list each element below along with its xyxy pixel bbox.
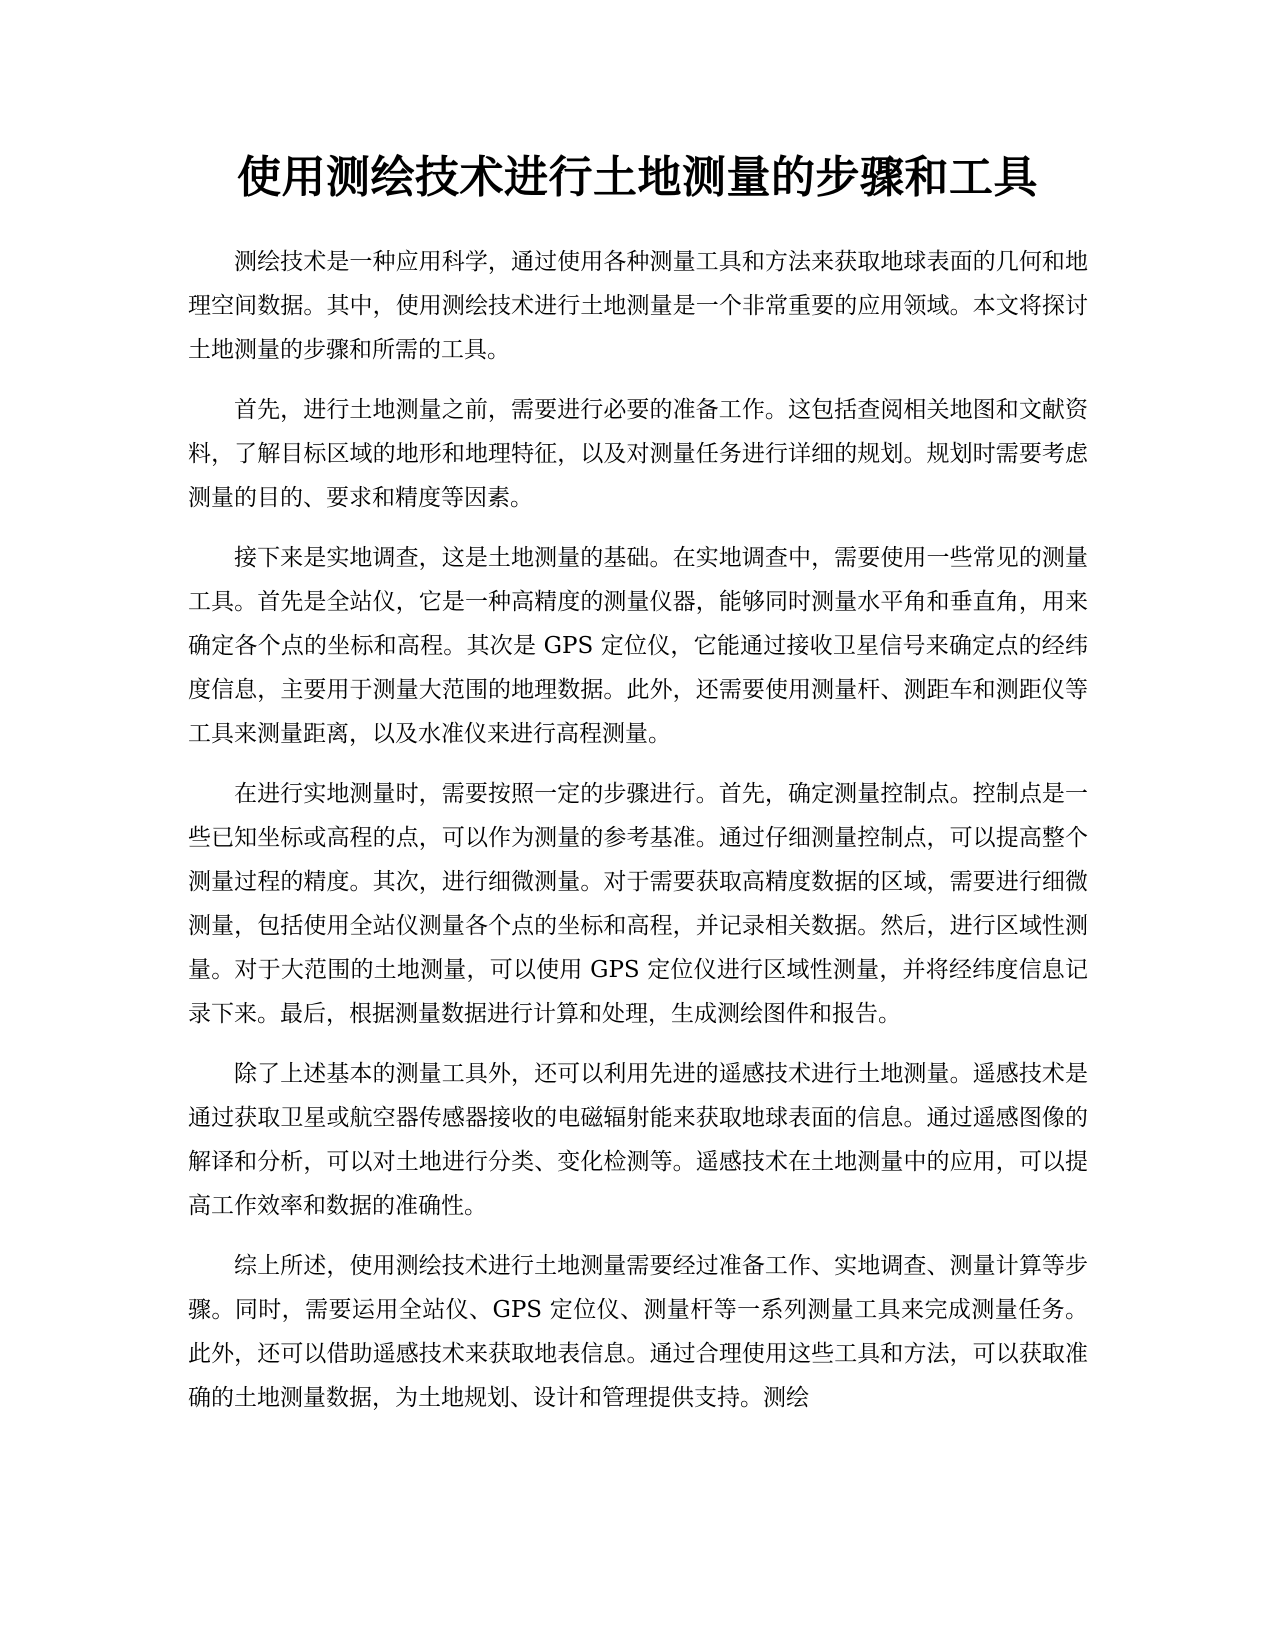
document-title: 使用测绘技术进行土地测量的步骤和工具 [237, 152, 1038, 203]
paragraph-preparation: 首先，进行土地测量之前，需要进行必要的准备工作。这包括查阅相关地图和文献资料，了解目标区域的地形和地理特征，以及对测量任务进行详细的规划。规划时需要考虑测量的目的、要求和精度等因素。 [188, 397, 1088, 511]
paragraph-summary: 综上所述，使用测绘技术进行土地测量需要经过准备工作、实地调查、测量计算等步骤。同时，需要运用全站仪、GPS 定位仪、测量杆等一系列测量工具来完成测量任务。此外，还可以借助遥感技术来获取地表信息。通过合理使用这些工具和方法，可以获取准确的土地测量数据，为土地规划、设计和管理提供支持。测绘 [188, 1253, 1088, 1411]
paragraph-survey-steps: 在进行实地测量时，需要按照一定的步骤进行。首先，确定测量控制点。控制点是一些已知坐标或高程的点，可以作为测量的参考基准。通过仔细测量控制点，可以提高整个测量过程的精度。其次，进行细微测量。对于需要获取高精度数据的区域，需要进行细微测量，包括使用全站仪测量各个点的坐标和高程，并记录相关数据。然后，进行区域性测量。对于大范围的土地测量，可以使用 GPS 定位仪进行区域性测量，并将经纬度信息记录下来。最后，根据测量数据进行计算和处理，生成测绘图件和报告。 [188, 781, 1088, 1027]
document-body [188, 240, 1088, 1436]
paragraph-remote-sensing: 除了上述基本的测量工具外，还可以利用先进的遥感技术进行土地测量。遥感技术是通过获取卫星或航空器传感器接收的电磁辐射能来获取地球表面的信息。通过遥感图像的解译和分析，可以对土地进行分类、变化检测等。遥感技术在土地测量中的应用，可以提高工作效率和数据的准确性。 [188, 1061, 1088, 1219]
paragraph-intro: 测绘技术是一种应用科学，通过使用各种测量工具和方法来获取地球表面的几何和地理空间数据。其中，使用测绘技术进行土地测量是一个非常重要的应用领域。本文将探讨土地测量的步骤和所需的工具。 [188, 249, 1088, 363]
paragraph-field-survey: 接下来是实地调查，这是土地测量的基础。在实地调查中，需要使用一些常见的测量工具。首先是全站仪，它是一种高精度的测量仪器，能够同时测量水平角和垂直角，用来确定各个点的坐标和高程。其次是 GPS 定位仪，它能通过接收卫星信号来确定点的经纬度信息，主要用于测量大范围的地理数据。此外，还需要使用测量杆、测距车和测距仪等工具来测量距离，以及水准仪来进行高程测量。 [188, 545, 1088, 747]
